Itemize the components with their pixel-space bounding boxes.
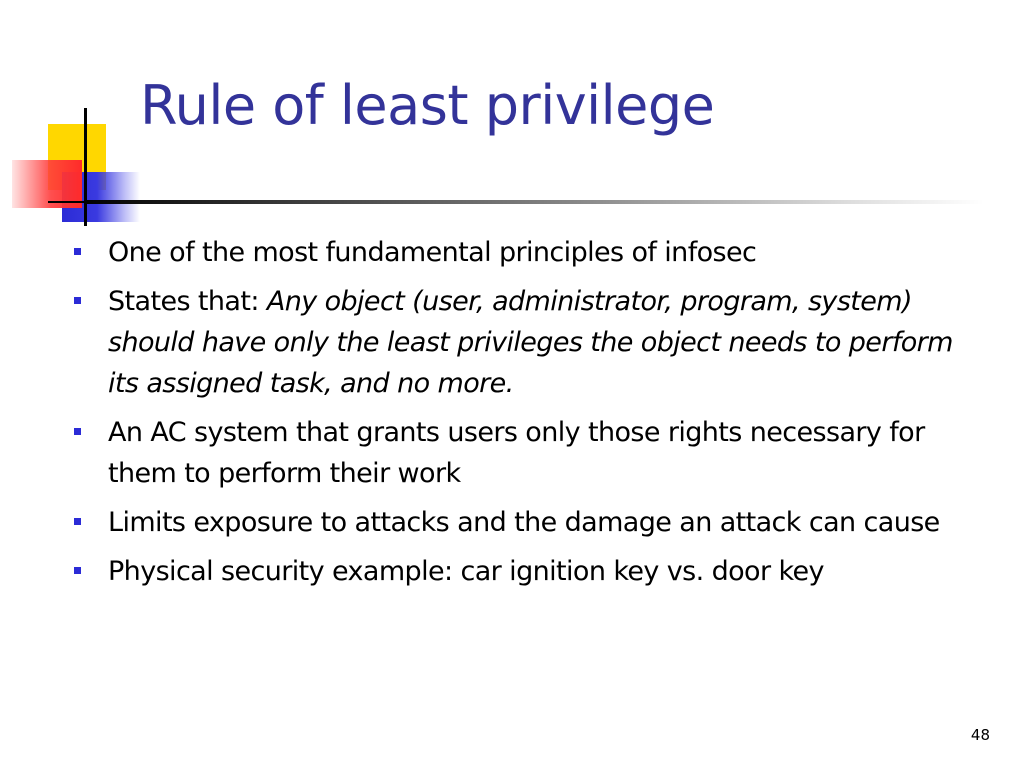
bullet-square-icon: [74, 428, 81, 435]
bullet-item: [72, 412, 972, 494]
page-number: 48: [970, 726, 990, 744]
bullet-text: One of the most fundamental principles of infosec: [108, 237, 757, 268]
bullet-square-icon: [74, 518, 81, 525]
bullet-item: [72, 232, 972, 273]
bullet-text-prefix: States that:: [108, 286, 267, 317]
slide-title: Rule of least privilege: [140, 74, 715, 137]
bullet-text: Physical security example: car ignition key vs. door key: [108, 556, 824, 587]
logo-horizontal-tick: [48, 201, 88, 203]
bullet-text: An AC system that grants users only those rights necessary for them to perform their work: [108, 417, 925, 489]
logo-vertical-line: [84, 108, 87, 226]
bullet-square-icon: [74, 297, 81, 304]
slide-logo-graphic: [0, 0, 150, 240]
bullet-item: [72, 502, 972, 543]
bullet-square-icon: [74, 567, 81, 574]
bullet-text: Limits exposure to attacks and the damage an attack can cause: [108, 507, 940, 538]
bullet-square-icon: [74, 248, 81, 255]
title-divider-line: [84, 200, 984, 204]
bullet-item: [72, 281, 972, 404]
bullet-list: [72, 232, 972, 600]
bullet-text-emphasis: Any object (user, administrator, program, system) should have only the least privileges the object needs to perform its assigned task, and no more.: [108, 286, 953, 399]
bullet-item: [72, 551, 972, 592]
